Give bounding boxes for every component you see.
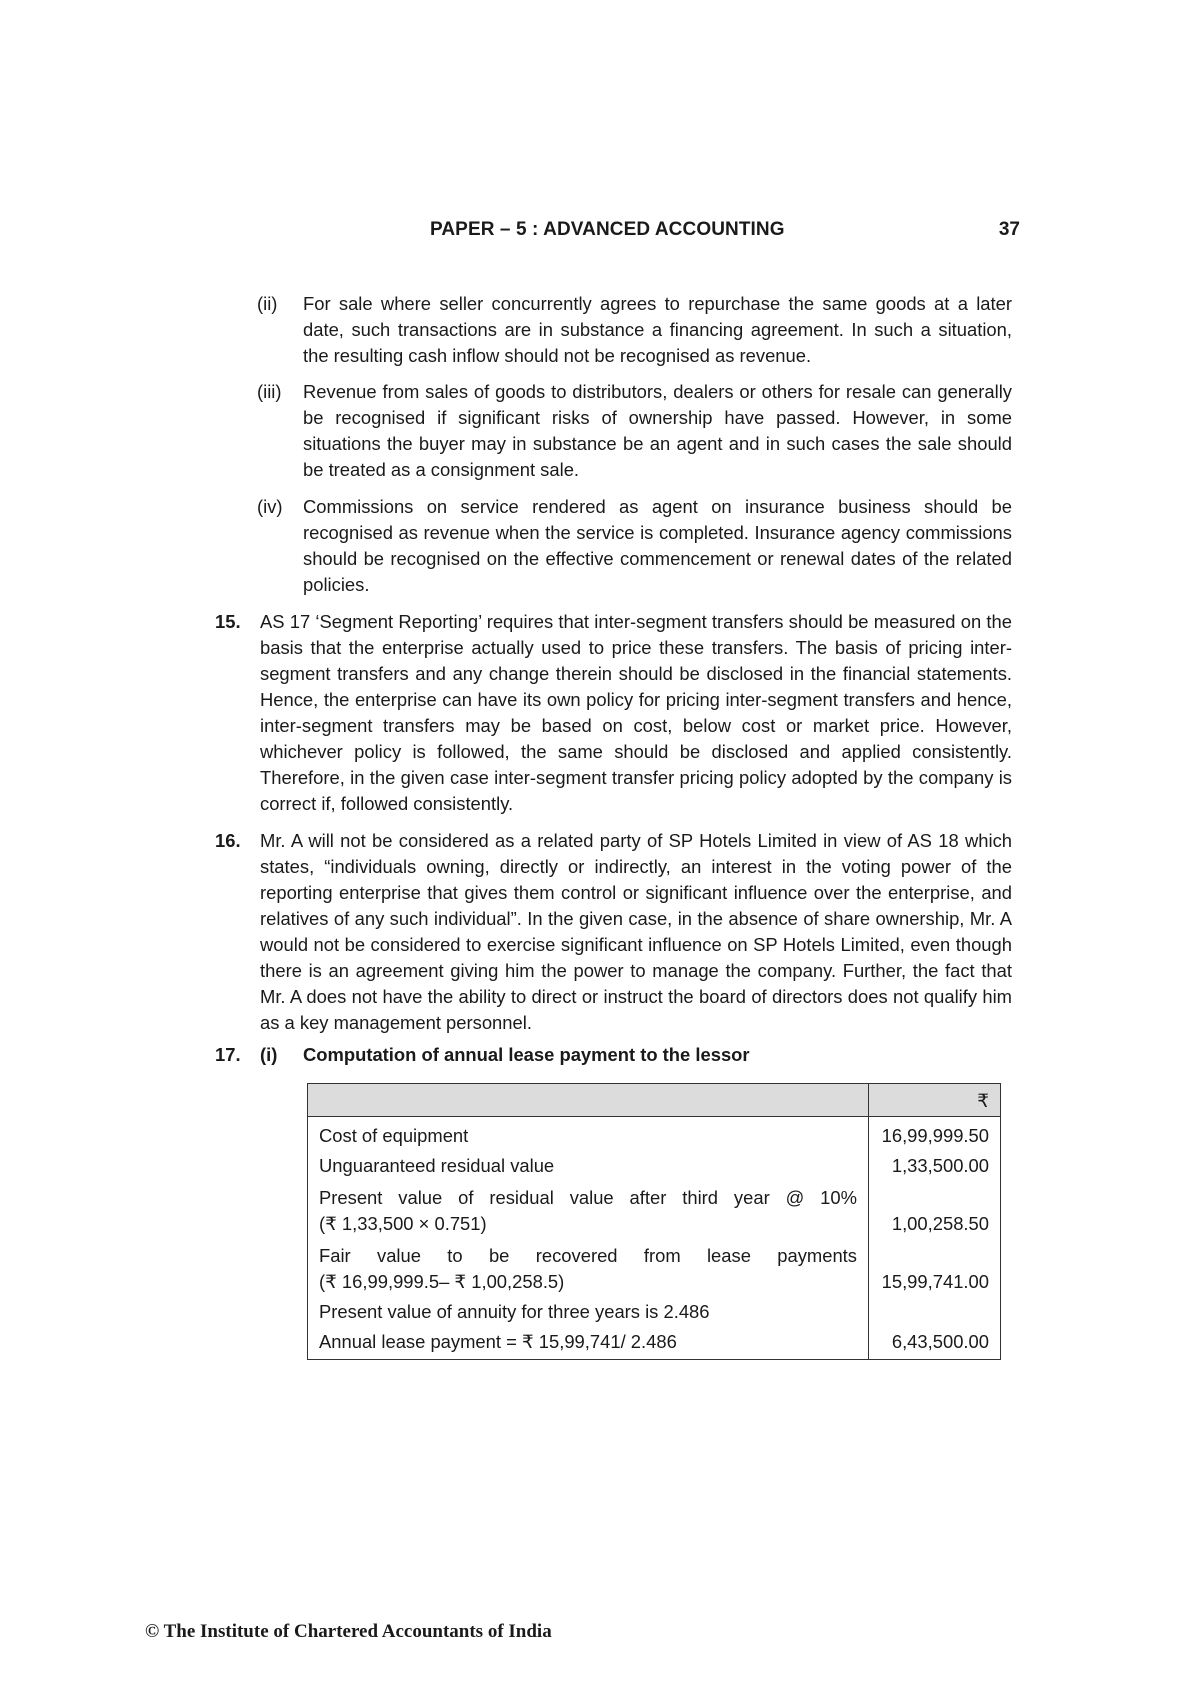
sub-item-text: Revenue from sales of goods to distributors, dealers or others for resale can generally be recognised if significant risks of ownership have passed. However, in some situations the buyer may in substance be an agent and in such cases the sale should be treated as a consignment sale. bbox=[303, 381, 1012, 480]
page-number: 37 bbox=[998, 219, 1020, 240]
sub-item-number: (ii) bbox=[257, 293, 278, 314]
row-description: Cost of equipment bbox=[308, 1117, 869, 1152]
answer-number: 17. bbox=[215, 1044, 241, 1065]
sub-item-number: (iv) bbox=[257, 496, 283, 517]
row-description-line: (₹ 16,99,999.5– ₹ 1,00,258.5) bbox=[319, 1271, 565, 1292]
row-description-line: Fair value to be recovered from lease payments bbox=[319, 1245, 857, 1266]
row-description-line: Present value of residual value after third year @ 10% bbox=[319, 1187, 857, 1208]
row-amount: 15,99,741.00 bbox=[869, 1239, 1001, 1297]
row-amount: 1,33,500.00 bbox=[869, 1151, 1001, 1181]
row-description-line: (₹ 1,33,500 × 0.751) bbox=[319, 1213, 487, 1234]
answer-text: AS 17 ‘Segment Reporting’ requires that inter-segment transfers should be measured on the basis that the enterprise actually used to price these transfers. The basis of pricing inter-segment transfers and any change therein should be disclosed in the financial statements. Hence, the enterprise can have its own policy for pricing inter-segment transfers and hence, inter-segment transfers may be based on cost, below cost or market price. However, whichever policy is followed, the same should be disclosed and applied consistently. Therefore, in the given case inter-segment transfer pricing policy adopted by the company is correct if, followed consistently. bbox=[260, 611, 1012, 814]
sub-item-number: (iii) bbox=[257, 381, 282, 402]
answer-number: 15. bbox=[215, 611, 241, 632]
answer-text: Mr. A will not be considered as a related party of SP Hotels Limited in view of AS 18 which states, “individuals owning, directly or indirectly, an interest in the voting power of the reporting enterprise that gives them control or significant influence over the enterprise, and relatives of any such individual”. In the given case, in the absence of share ownership, Mr. A would not be considered to exercise significant influence on SP Hotels Limited, even though there is an agreement giving him the power to manage the company. Further, the fact that Mr. A does not have the ability to direct or instruct the board of directors does not qualify him as a key management personnel. bbox=[260, 830, 1012, 1033]
row-description: Unguaranteed residual value bbox=[308, 1151, 869, 1181]
lease-computation-table bbox=[307, 1083, 1001, 1360]
page-header-title: PAPER – 5 : ADVANCED ACCOUNTING bbox=[430, 219, 785, 240]
table-header-row bbox=[308, 1084, 1001, 1117]
table-header-cell bbox=[308, 1084, 869, 1117]
currency-header: ₹ bbox=[869, 1084, 1001, 1117]
sub-item-text: For sale where seller concurrently agrees to repurchase the same goods at a later date, such transactions are in substance a financing agreement. In such a situation, the resulting cash inflow should not be recognised as revenue. bbox=[303, 293, 1012, 366]
row-description bbox=[308, 1181, 869, 1239]
table-row bbox=[308, 1327, 1001, 1360]
row-amount: 1,00,258.50 bbox=[869, 1181, 1001, 1239]
row-description: Present value of annuity for three years is 2.486 bbox=[308, 1297, 869, 1327]
row-amount: 6,43,500.00 bbox=[869, 1327, 1001, 1360]
sub-item-number: (i) bbox=[260, 1044, 278, 1065]
table-row bbox=[308, 1239, 1001, 1297]
row-amount bbox=[869, 1297, 1001, 1327]
table-row bbox=[308, 1151, 1001, 1181]
row-description: Annual lease payment = ₹ 15,99,741/ 2.486 bbox=[308, 1327, 869, 1360]
row-amount: 16,99,999.50 bbox=[869, 1117, 1001, 1152]
table-row bbox=[308, 1297, 1001, 1327]
answer-number: 16. bbox=[215, 830, 241, 851]
table-row bbox=[308, 1117, 1001, 1152]
section-heading: Computation of annual lease payment to the lessor bbox=[303, 1044, 750, 1065]
table-row bbox=[308, 1181, 1001, 1239]
row-description bbox=[308, 1239, 869, 1297]
sub-item-text: Commissions on service rendered as agent on insurance business should be recognised as revenue when the service is completed. Insurance agency commissions should be recognised on the effective commencement or renewal dates of the related policies. bbox=[303, 496, 1012, 595]
footer-copyright: © The Institute of Chartered Accountants of India bbox=[145, 1621, 552, 1642]
